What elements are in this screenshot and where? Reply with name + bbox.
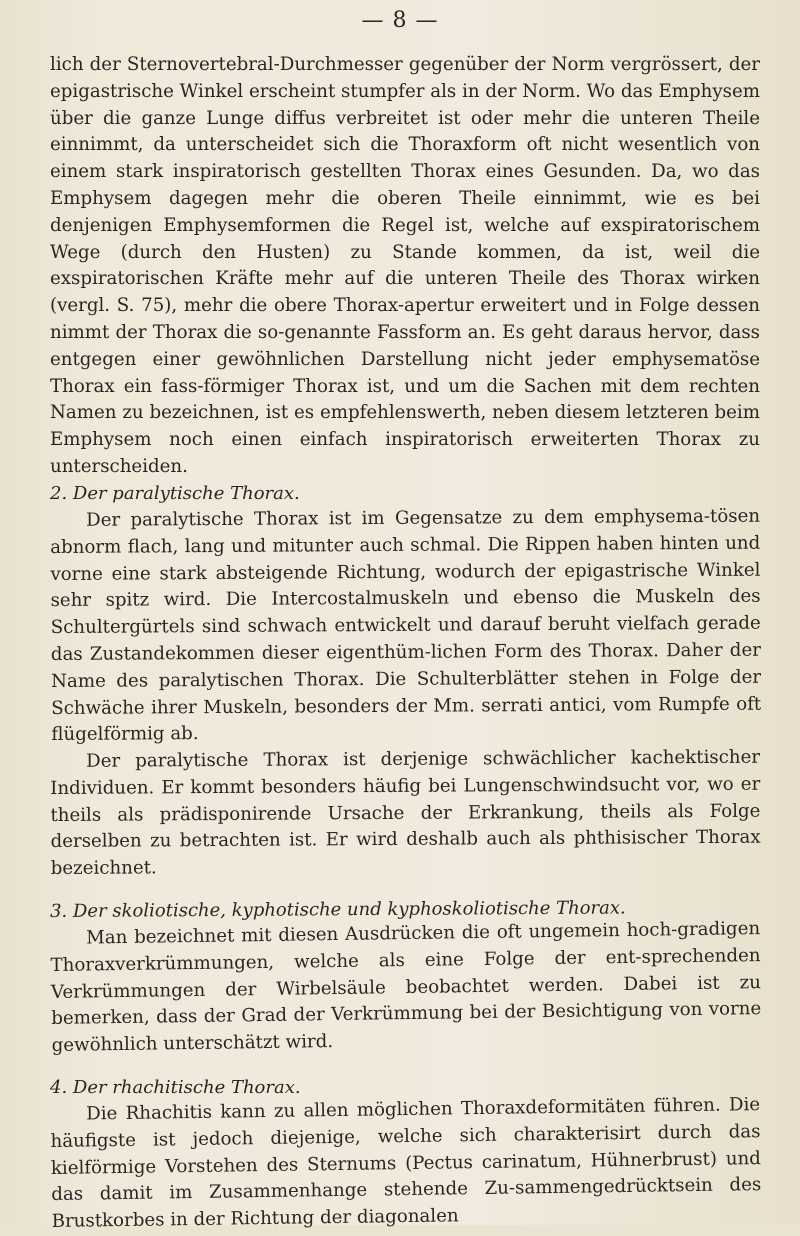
paragraph-paralytic-phthisis: Der paralytische Thorax ist derjenige schwächlicher kachektischer Individuen. Er kommt besonders häufig bei Lungenschwindsucht vor, wo er theils als prädisponirende Ursache der Erkrankung, theils als Folge derselben zu betrachten ist. Er wird deshalb auch als phthisischer Thorax bezeichnet.	[50, 746, 761, 879]
page-number: — 8 —	[361, 8, 439, 33]
paragraph-paralytic-description: Der paralytische Thorax ist im Gegensatze zu dem emphysema-tösen abnorm flach, lang und mitunter auch schmal. Die Rippen haben hinten und vorne eine stark absteigende Richtung, wodurch der epigastrische Winkel sehr spitz wird. Die Intercostalmuskeln und ebenso die Muskeln des Schultergürtels sind schwach entwickelt und darauf beruht vielfach gerade das Zustandekommen dieser eigenthüm-lichen Form des Thorax. Daher der Name des paralytischen Thorax. Die Schulterblätter stehen in Folge der Schwäche ihrer Muskeln, besonders der Mm. serrati antici, vom Rumpfe oft flügelförmig ab.	[50, 505, 762, 745]
paragraph-rachitic: Die Rhachitis kann zu allen möglichen Thoraxdeformitäten führen. Die häufigste ist jedoch diejenige, welche sich charakterisirt durch das kielförmige Vorstehen des Sternums (Pectus carinatum, Hühnerbrust) und das damit im Zusammenhange stehende Zu-sammengedrücktsein des Brustkorbes in der Richtung der diagonalen	[50, 1094, 762, 1233]
paragraph-kyphoscoliotic: Man bezeichnet mit diesen Ausdrücken die oft ungemein hoch-gradigen Thoraxverkrümmungen, welche als eine Folge der ent-sprechenden Verkrümmungen der Wirbelsäule beobachtet werden. Dabei ist zu bemerken, dass der Grad der Verkrümmung bei der Besichtigung von vorne gewöhnlich unterschätzt wird.	[50, 917, 762, 1056]
section-gap	[50, 1059, 760, 1075]
paragraph-emphysem-continued: lich der Sternovertebral-Durchmesser gegenüber der Norm vergrössert, der epigastrische Winkel erscheint stumpfer als in der Norm. Wo das Emphysem über die ganze Lunge diffus verbreitet ist oder mehr die unteren Theile einnimmt, da unterscheidet sich die Thoraxform oft nicht wesentlich von einem stark inspiratorisch gestellten Thorax eines Gesunden. Da, wo das Emphysem dagegen mehr die oberen Theile einnimmt, wie es bei denjenigen Emphysemformen die Regel ist, welche auf exspiratorischem Wege (durch den Husten) zu Stande kommen, da ist, weil die exspiratorischen Kräfte mehr auf die unteren Theile des Thorax wirken (vergl. S. 75), mehr die obere Thorax-apertur erweitert und in Folge dessen nimmt der Thorax die so-genannte Fassform an. Es geht daraus hervor, dass entgegen einer gewöhnlichen Darstellung nicht jeder emphysematöse Thorax ein fass-förmiger Thorax ist, und um die Sachen mit dem rechten Namen zu bezeichnen, ist es empfehlenswerth, neben diesem letzteren beim Emphysem noch einen einfach inspiratorisch erweiterten Thorax zu unterscheiden.	[50, 54, 760, 477]
section-heading-kyphoscoliotic: 3. Der skoliotische, kyphotische und kyphoskoliotische Thorax.	[50, 897, 626, 922]
section-heading-paralytic: 2. Der paralytische Thorax.	[50, 482, 300, 504]
page-body	[50, 52, 760, 1236]
section-heading-rachitic: 4. Der rhachitische Thorax.	[50, 1077, 301, 1099]
